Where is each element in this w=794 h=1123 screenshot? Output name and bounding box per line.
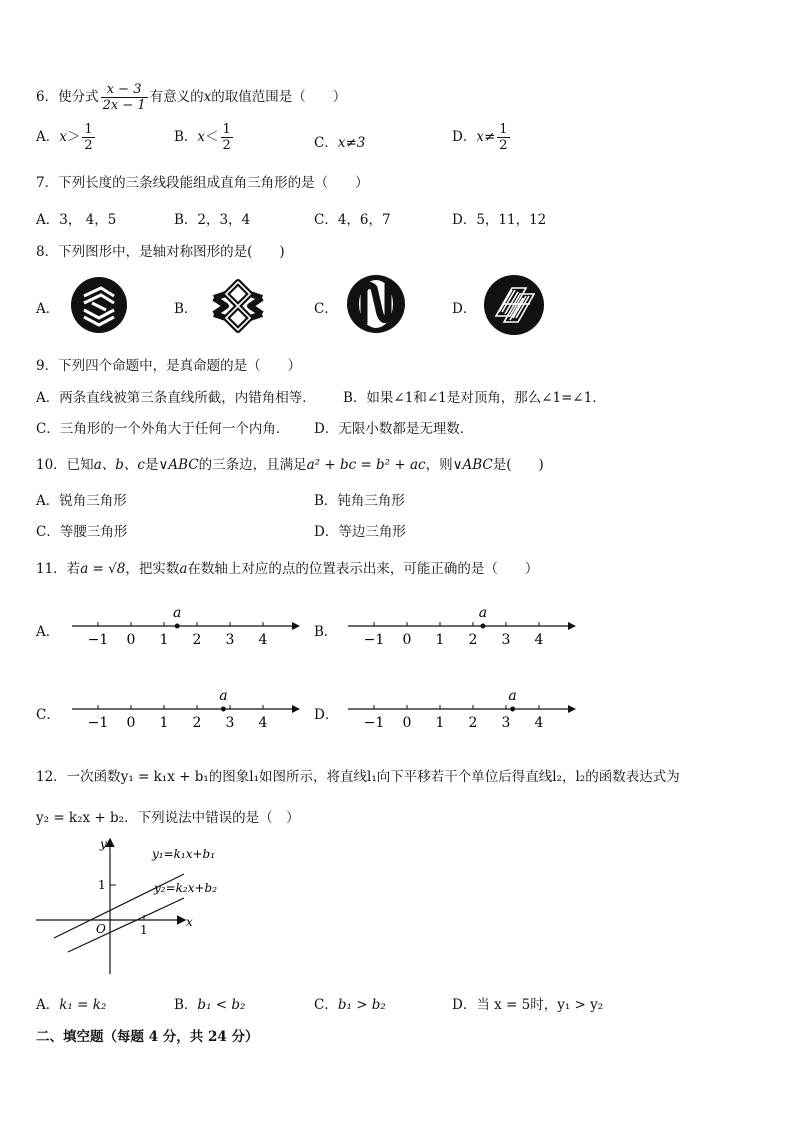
numberline-tick-label: 4	[534, 715, 544, 731]
numberline-tick-label: 2	[468, 715, 478, 731]
line1-label: y₁=k₁x+b₁	[152, 847, 216, 861]
q10-stem: 10．已知a、b、c是∨ABC的三条边，且满足a² + bc = b² + ac，则∨ABC是( )	[36, 457, 544, 473]
q9-option-b[interactable]: B．如果∠1和∠1是对顶角，那么∠1=∠1．	[343, 390, 606, 406]
numberline-tick-label: −1	[363, 632, 385, 648]
q6-prefix: 6．使分式	[36, 89, 99, 105]
graph-xlabel: x	[186, 915, 193, 929]
n-ring-logo-icon	[346, 274, 406, 334]
numberline-tick-label: 4	[534, 632, 544, 648]
numberline-tick-label: 0	[126, 715, 136, 731]
graph-one-x: 1	[140, 923, 148, 937]
q8-label-a[interactable]: A．	[36, 301, 60, 317]
q7-option-d[interactable]: D．5，11，12	[452, 212, 547, 228]
numberline-tick-label: 1	[159, 632, 169, 648]
line-l2	[68, 898, 184, 952]
q9-option-c[interactable]: C．三角形的一个外角大于任何一个内角．	[36, 421, 290, 437]
q6-option-b[interactable]: B．x＜ $\frac{1}{2}$	[174, 122, 231, 153]
q6-stem: 6．使分式 $\frac{x - 3}{2x - 1}$ 有意义的x的取值范围是（ ）	[36, 82, 347, 113]
q12-graph	[34, 834, 244, 976]
q10-option-a[interactable]: A．锐角三角形	[36, 493, 127, 509]
point-a-label: a	[219, 688, 228, 704]
point-a	[480, 624, 485, 629]
numberline-arrow	[292, 705, 300, 713]
numberline-tick-label: 4	[258, 715, 268, 731]
numberline-tick-label: 1	[435, 632, 445, 648]
numberline-tick-label: 3	[501, 715, 511, 731]
china-unicom-knot-icon	[206, 276, 270, 334]
q11-label-c[interactable]: C．	[36, 707, 60, 723]
graph-ylabel: y	[100, 837, 107, 851]
numberline-tick-label: 2	[468, 632, 478, 648]
q9-option-a[interactable]: A．两条直线被第三条直线所截，内错角相等．	[36, 390, 316, 406]
china-mobile-logo-icon	[70, 276, 128, 334]
q8-label-d[interactable]: D．	[452, 301, 477, 317]
line2-label: y₂=k₂x+b₂	[154, 881, 218, 895]
q12-option-a[interactable]: A．k₁ = k₂	[36, 997, 107, 1013]
q8-label-c[interactable]: C．	[314, 301, 338, 317]
q7-option-c[interactable]: C．4，6，7	[314, 212, 391, 228]
point-a	[221, 707, 226, 712]
q12-option-c[interactable]: C．b₁ > b₂	[314, 997, 386, 1013]
numberline-tick-label: 0	[402, 715, 412, 731]
section-2-heading: 二、填空题（每题 4 分，共 24 分）	[36, 1029, 259, 1045]
point-a-label: a	[478, 605, 488, 621]
q10-option-c[interactable]: C．等腰三角形	[36, 524, 128, 540]
point-a-label: a	[508, 688, 517, 704]
q6-option-d[interactable]: D．x≠ $\frac{1}{2}$	[452, 122, 508, 153]
graph-origin: O	[96, 922, 106, 936]
q7-option-b[interactable]: B．2，3，4	[174, 212, 251, 228]
numberline-arrow	[568, 622, 576, 630]
q11-stem: 11．若a = √8，把实数a在数轴上对应的点的位置表示出来，可能正确的是（ ）	[36, 561, 539, 577]
q11-label-d[interactable]: D．	[314, 707, 339, 723]
q11-numberline-c	[68, 683, 308, 733]
point-a	[510, 707, 515, 712]
numberline-arrow	[568, 705, 576, 713]
numberline-tick-label: 0	[126, 632, 136, 648]
numberline-tick-label: 4	[258, 632, 268, 648]
q7-stem: 7．下列长度的三条线段能组成直角三角形的是（ ）	[36, 175, 369, 191]
q11-numberline-b	[344, 600, 584, 650]
q12-option-d[interactable]: D．当 x = 5时，y₁ > y₂	[452, 997, 604, 1013]
numberline-tick-label: 1	[435, 715, 445, 731]
q6-fraction: $\frac{x - 3}{2x - 1}$	[102, 82, 146, 113]
numberline-tick-label: 0	[402, 632, 412, 648]
numberline-tick-label: 3	[225, 715, 235, 731]
q9-option-d[interactable]: D．无限小数都是无理数．	[314, 421, 474, 437]
graph-one-y: 1	[98, 878, 106, 892]
numberline-tick-label: −1	[363, 715, 385, 731]
q12-stem-line1: 12．一次函数y₁ = k₁x + b₁的图象l₁如图所示，将直线l₁向下平移若干个单位后得直线l₂，l₂的函数表达式为	[36, 769, 680, 785]
q10-option-b[interactable]: B．钝角三角形	[314, 493, 405, 509]
q12-option-b[interactable]: B．b₁ < b₂	[174, 997, 246, 1013]
hatched-circle-logo-icon	[482, 274, 546, 336]
q7-option-a[interactable]: A．3， 4，5	[36, 212, 117, 228]
point-a	[175, 624, 180, 629]
numberline-tick-label: −1	[87, 632, 109, 648]
numberline-tick-label: 2	[192, 715, 202, 731]
q9-stem: 9．下列四个命题中，是真命题的是（ ）	[36, 358, 302, 374]
q6-option-c[interactable]: C．x≠3	[314, 135, 366, 151]
numberline-arrow	[292, 622, 300, 630]
q6-option-a[interactable]: A．x＞ $\frac{1}{2}$	[36, 122, 93, 153]
numberline-tick-label: −1	[87, 715, 109, 731]
q11-label-b[interactable]: B．	[314, 624, 338, 640]
q10-option-d[interactable]: D．等边三角形	[314, 524, 406, 540]
numberline-tick-label: 2	[192, 632, 202, 648]
q11-numberline-a	[68, 600, 308, 650]
q8-label-b[interactable]: B．	[174, 301, 198, 317]
numberline-tick-label: 3	[225, 632, 235, 648]
q8-stem: 8．下列图形中，是轴对称图形的是( )	[36, 244, 285, 260]
q12-stem-line2: y₂ = k₂x + b₂．下列说法中错误的是（ ）	[36, 810, 300, 826]
q11-label-a[interactable]: A．	[36, 624, 60, 640]
point-a-label: a	[173, 605, 182, 621]
numberline-tick-label: 1	[159, 715, 169, 731]
numberline-tick-label: 3	[501, 632, 511, 648]
q11-numberline-d	[344, 683, 584, 733]
